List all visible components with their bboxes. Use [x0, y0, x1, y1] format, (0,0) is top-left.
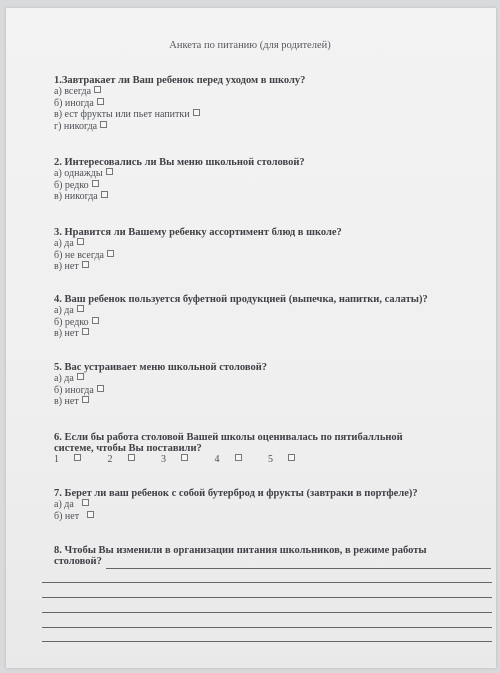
question-2 — [54, 157, 494, 203]
rating-1-label: 1 — [54, 454, 59, 465]
q5-option-a-label: а) да — [54, 373, 74, 384]
q5-option-b-label: б) иногда — [54, 384, 94, 396]
checkbox-icon[interactable] — [82, 396, 89, 403]
rating-2[interactable] — [108, 454, 147, 465]
q7-option-a[interactable] — [54, 499, 494, 511]
question-1 — [54, 75, 494, 132]
q1-option-a[interactable] — [54, 86, 494, 98]
answer-line[interactable] — [42, 612, 492, 613]
rating-1[interactable] — [54, 454, 93, 465]
checkbox-icon[interactable] — [82, 261, 89, 268]
q2-option-b[interactable] — [54, 180, 494, 192]
rating-4-label: 4 — [214, 454, 220, 465]
checkbox-icon[interactable] — [92, 180, 99, 187]
question-7 — [54, 488, 494, 522]
q1-option-b[interactable] — [54, 98, 494, 110]
q3-option-a-label: а) да — [54, 238, 74, 249]
q4-option-b-label: б) редко — [54, 316, 89, 328]
checkbox-icon[interactable] — [97, 98, 104, 105]
q4-option-a[interactable] — [54, 305, 494, 317]
question-5 — [54, 362, 494, 408]
q2-option-c[interactable] — [54, 191, 494, 203]
question-4 — [54, 294, 494, 340]
q4-option-a-label: а) да — [54, 305, 74, 316]
rating-3[interactable] — [161, 454, 200, 465]
checkbox-icon[interactable] — [288, 454, 295, 461]
checkbox-icon[interactable] — [235, 454, 242, 461]
q1-option-a-label: а) всегда — [54, 86, 92, 97]
checkbox-icon[interactable] — [106, 168, 113, 175]
q7-option-a-label: а) да — [54, 499, 74, 510]
q2-option-a[interactable] — [54, 168, 494, 180]
checkbox-icon[interactable] — [77, 373, 84, 380]
answer-line[interactable] — [42, 582, 492, 583]
checkbox-icon[interactable] — [128, 454, 135, 461]
checkbox-icon[interactable] — [97, 385, 104, 392]
rating-3-label: 3 — [161, 454, 166, 465]
q1-option-d-label: г) никогда — [54, 120, 98, 132]
checkbox-icon[interactable] — [193, 109, 200, 116]
q5-option-a[interactable] — [54, 373, 494, 385]
q5-option-b[interactable] — [54, 385, 494, 397]
q7-option-b-label: б) нет — [54, 510, 80, 522]
q2-option-b-label: б) редко — [54, 179, 89, 191]
q2-option-a-label: а) однажды — [54, 168, 103, 179]
checkbox-icon[interactable] — [107, 250, 114, 257]
question-5-text: 5. Вас устраивает меню школьной столовой? — [54, 362, 268, 373]
question-6-text: 6. Если бы работа столовой Вашей школы оценивалась по пятибалльной — [54, 432, 403, 443]
q3-option-b-label: б) не всегда — [54, 249, 104, 261]
rating-4[interactable] — [215, 454, 254, 465]
question-2-text: 2. Интересовались ли Вы меню школьной столовой? — [54, 157, 305, 168]
q5-option-c[interactable] — [54, 396, 494, 408]
q7-option-b[interactable] — [54, 511, 494, 523]
q3-option-b[interactable] — [54, 250, 494, 262]
q1-option-c-label: в) ест фрукты или пьет напитки — [54, 109, 190, 121]
answer-line-inline[interactable] — [106, 568, 491, 569]
rating-scale — [54, 454, 494, 466]
question-8 — [54, 545, 494, 567]
q5-option-c-label: в) нет — [54, 396, 79, 408]
rating-2-label: 2 — [107, 454, 113, 465]
checkbox-icon[interactable] — [94, 86, 101, 93]
q4-option-b[interactable] — [54, 317, 494, 329]
question-8-text: 8. Чтобы Вы изменили в организации питания школьников, в режиме работы — [54, 545, 427, 556]
answer-line[interactable] — [42, 641, 492, 642]
page-title: Анкета по питанию (для родителей) — [169, 40, 331, 51]
question-3-text: 3. Нравится ли Вашему ребенку ассортимент блюд в школе? — [54, 227, 342, 238]
question-6-text-cont: системе, чтобы Вы поставили? — [54, 443, 202, 454]
checkbox-icon[interactable] — [77, 305, 84, 312]
answer-line[interactable] — [42, 597, 492, 598]
question-4-text: 4. Ваш ребенок пользуется буфетной продукцией (выпечка, напитки, салаты)? — [54, 294, 428, 305]
checkbox-icon[interactable] — [181, 454, 188, 461]
checkbox-icon[interactable] — [87, 511, 94, 518]
q1-option-c[interactable] — [54, 109, 494, 121]
question-1-text: 1.Завтракает ли Ваш ребенок перед уходом в школу? — [54, 75, 306, 86]
checkbox-icon[interactable] — [100, 121, 107, 128]
checkbox-icon[interactable] — [92, 317, 99, 324]
q4-option-c[interactable] — [54, 328, 494, 340]
q4-option-c-label: в) нет — [54, 328, 79, 340]
q1-option-d[interactable] — [54, 121, 494, 133]
q3-option-c[interactable] — [54, 261, 494, 273]
question-6 — [54, 432, 494, 466]
checkbox-icon[interactable] — [82, 499, 89, 506]
rating-5-label: 5 — [268, 454, 273, 465]
checkbox-icon[interactable] — [82, 328, 89, 335]
question-7-text: 7. Берет ли ваш ребенок с собой бутерброд и фрукты (завтраки в портфеле)? — [54, 488, 418, 499]
rating-5[interactable] — [268, 454, 307, 465]
checkbox-icon[interactable] — [101, 191, 108, 198]
checkbox-icon[interactable] — [77, 238, 84, 245]
q1-option-b-label: б) иногда — [54, 97, 94, 109]
q3-option-a[interactable] — [54, 238, 494, 250]
checkbox-icon[interactable] — [74, 454, 81, 461]
question-8-text-cont: столовой? — [54, 556, 102, 567]
q2-option-c-label: в) никогда — [54, 191, 98, 203]
answer-line[interactable] — [42, 627, 492, 628]
q3-option-c-label: в) нет — [54, 261, 79, 273]
question-3 — [54, 227, 494, 273]
